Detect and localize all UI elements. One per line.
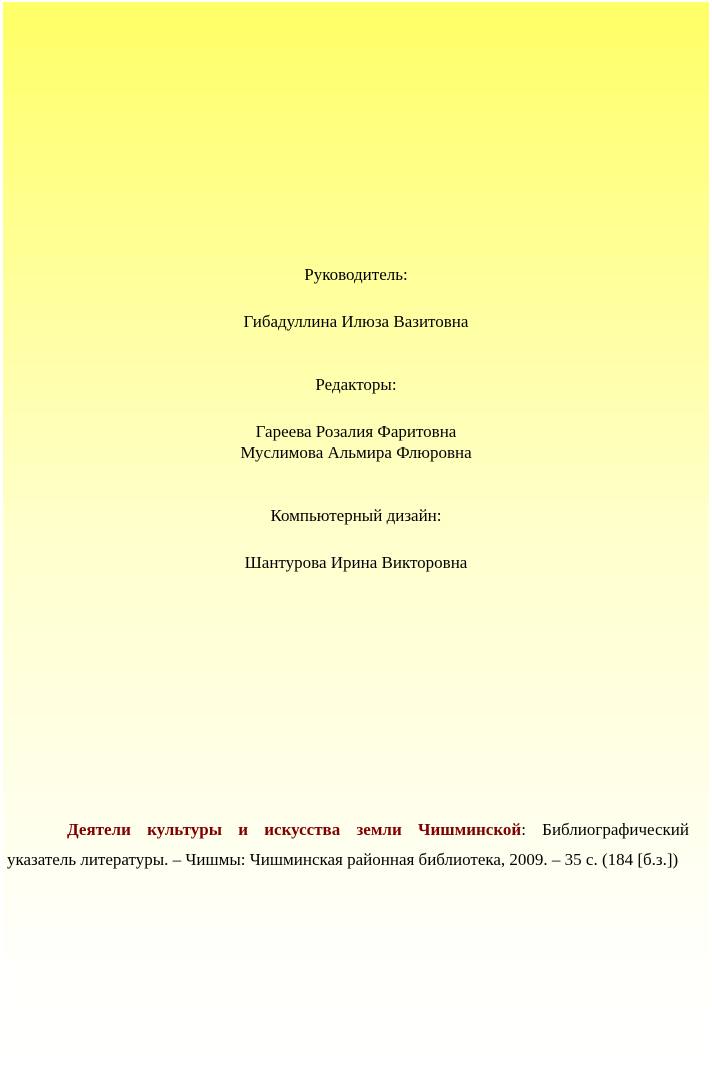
bibliographic-citation	[7, 815, 689, 875]
credits-block	[3, 264, 709, 573]
design-label: Компьютерный дизайн:	[270, 506, 442, 525]
citation-body: : Библиографический указатель литературы. – Чишмы: Чишминская районная библиотека, 2009. – 35 с. (184 [б.з.])	[7, 820, 689, 869]
editor-name: Гареева Розалия Фаритовна	[255, 422, 457, 441]
design-name: Шантурова Ирина Викторовна	[244, 553, 468, 572]
head-label: Руководитель:	[304, 265, 408, 284]
editors-label: Редакторы:	[315, 375, 397, 394]
editor-name: Муслимова Альмира Флюровна	[240, 443, 472, 462]
citation-title: Деятели культуры и искусства земли Чишминской	[67, 820, 522, 839]
document-page	[3, 2, 709, 1068]
head-name: Гибадуллина Илюза Вазитовна	[243, 312, 469, 331]
